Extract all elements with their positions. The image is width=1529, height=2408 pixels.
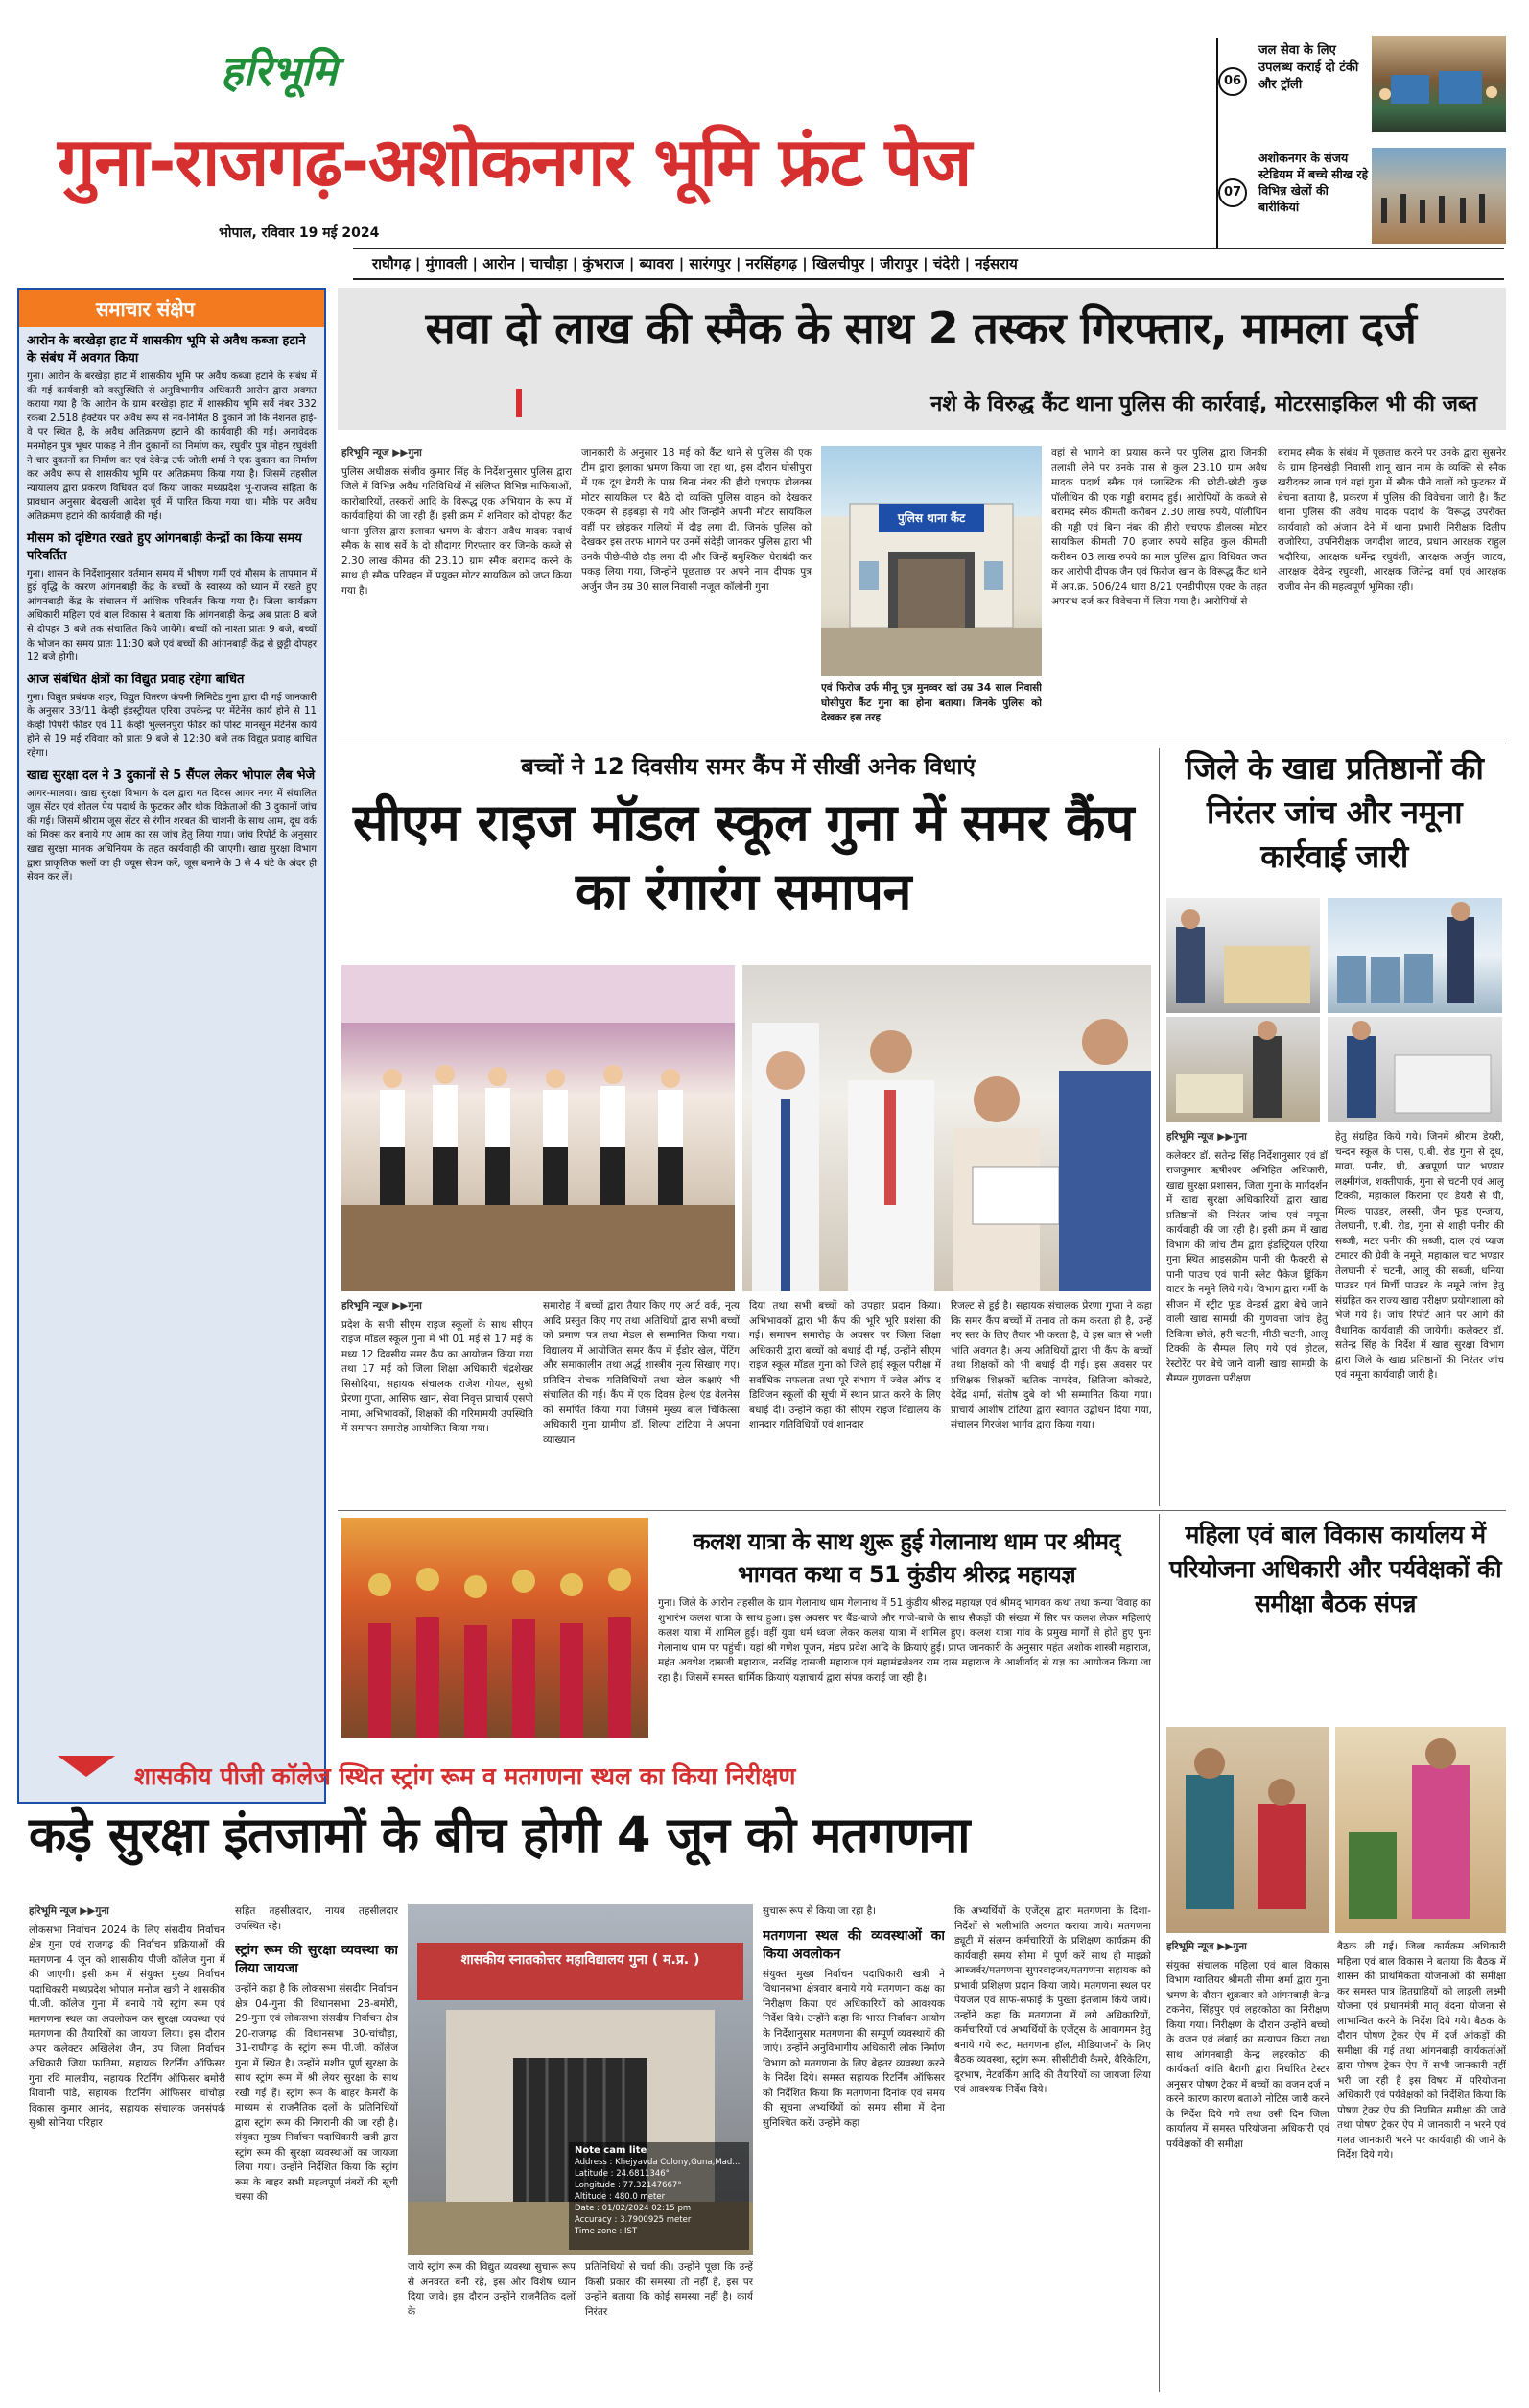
school-col-4 <box>951 1299 1152 1505</box>
teaser-photo <box>1372 148 1506 244</box>
school-stage-photo <box>341 965 735 1291</box>
strong-kicker-arrow <box>58 1756 115 1777</box>
school-col-3 <box>749 1299 941 1505</box>
subheading: स्ट्रांग रूम की सुरक्षा व्यवस्था का लिया जायजा <box>235 1943 398 1976</box>
police-sign: पुलिस थाना कैंट <box>897 511 966 525</box>
article-text: गुना। जिले के आरोन तहसील के ग्राम गेलानाथ धाम गेलानाथ में 51 कुंडीय श्रीरुद्र महायज्ञ एवं श्रीमद् भागवत कथा तथा कन्या विवाह का शुभारंभ कलश यात्रा के साथ हुआ। इस अवसर पर बैंड-बाजे और गाजे-बाजे के साथ सैकड़ों की संख्या में सिर पर कलश लेकर महिलाएं कलश यात्रा में शामिल हुई। वहीं युवा धर्म ध्वजा लेकर कलश यात्रा में शामिल हुए। कलश यात्रा गांव के प्रमुख मार्गों से होते हुए पुनः गेलानाथ धाम पर पहुंची। यहां श्री गणेश पूजन, मंडप प्रवेश आदि के क्रियाएं हुई। प्राप्त जानकारी के अनुसार महंत अशोक शास्त्री महाराज, महंत अवधेश दासजी महाराज, नरसिंह दासजी महाराज एवं महामंडलेश्वर राम दास महाराज के आशीर्वाद से यज्ञ का आयोजन किया जा रहा है। जिसमें समस्त धार्मिक क्रियाएं यज्ञाचार्य द्वारा संपन्न कराई जा रही है। <box>658 1597 1151 1684</box>
article-text: सहित तहसीलदार, नायब तहसीलदार उपस्थित रहे। <box>235 1905 398 1932</box>
school-kicker: बच्चों ने 12 दिवसीय समर कैंप में सीखीं अनेक विधाएं <box>521 753 976 780</box>
strong-col-3b <box>585 2260 753 2395</box>
kalash-body <box>658 1596 1151 1738</box>
gps-line: Address : Khejyavda Colony,Guna,Mad... <box>575 2158 741 2167</box>
strong-col-1 <box>29 1904 225 2394</box>
food-photo-1 <box>1166 898 1320 1013</box>
masthead <box>0 0 1529 249</box>
dateline: भोपाल, रविवार 19 मई 2024 <box>219 225 380 241</box>
article-text: पुलिस अधीक्षक संजीव कुमार सिंह के निर्देशानुसार पुलिस द्वारा जिले में विभिन्न अवैध गतिविधियों में संलिप्त विभिन्न माफियाओं, कारोबारियों, तस्करों आदि के विरूद्ध एक अभियान के रूप में कार्यवाहियां की जा रही हैं। इसी क्रम में शनिवार को दोपहर कैंट थाना पुलिस द्वारा इलाका भ्रमण के दौरान अवैध मादक पदार्थ स्मैक के साथ सर्वे के दो सौदागर गिरफ्तार कर जिनके कब्जे से 2.30 लाख कीमत की 23.10 ग्राम स्मैक बरामद करने के साथ ही स्मैक परिवहन में प्रयुक्त मोटर सायकिल को जप्त किया गया है। <box>341 465 572 597</box>
mahila-col-1 <box>1166 1940 1329 2391</box>
article-text: कि अभ्यर्थियों के एजेंट्स द्वारा मतगणना के दिशा-निर्देशों से भलीभांति अवगत कराया जाये। मतगणना ड्यूटी में संलग्न कर्मचारियों के प्रशिक्षण कार्यक्रम की कार्यवाही समय सीमा में पूर्ण करें साथ ही माइक्रो आब्जर्वर/मतगणना सुपरवाइजर/मतगणना सहायक को प्रभावी प्रशिक्षण प्रदान किया जाये। मतगणना स्थल पर पेयजल एवं साफ-सफाई के पुख्ता इंतजाम किये जायें। उन्होंने कहा कि मतगणना में लगे अधिकारियों, कर्मचारियों एवं अभ्यर्थियों के एजेंट्स के आवागमन हेतु बनाये गये रूट, मतगणना हॉल, मीडियाजनों के लिए बैठक व्यवस्था, स्ट्रांग रूम, सीसीटीवी कैमरे, बैरिकेटिंग, दूरभाष, नेटवर्किंग आदि की तैयारियों का जायजा लिया एवं आवश्यक निर्देश दिये। <box>954 1905 1151 2095</box>
teaser-photo <box>1372 36 1506 132</box>
teaser-number: 07 <box>1218 178 1247 207</box>
lead-headline: सवा दो लाख की स्मैक के साथ 2 तस्कर गिरफ्तार, मामला दर्ज <box>425 302 1417 354</box>
teaser-text: अशोकनगर के संजय स्टेडियम में बच्चे सीख रहे विभिन्न खेलों की बारीकियां <box>1258 151 1369 214</box>
mahila-photo-1 <box>1166 1727 1329 1933</box>
byline: हरिभूमि न्यूज ▶▶गुना <box>1166 1131 1247 1143</box>
college-photo <box>408 1904 753 2255</box>
page-title: गुना-राजगढ़-अशोकनगर भूमि फ्रंट पेज <box>58 123 972 201</box>
lead-deck: नशे के विरुद्ध कैंट थाना पुलिस की कार्रवाई, मोटरसाइकिल भी की जब्त <box>930 392 1477 416</box>
teaser-text: जल सेवा के लिए उपलब्ध कराई दो टंकी और ट्रॉली <box>1258 43 1359 92</box>
food-photo-2 <box>1328 898 1502 1013</box>
article-text: लोकसभा निर्वाचन 2024 के लिए संसदीय निर्वाचन क्षेत्र गुना एवं राजगढ़ की निर्वाचन प्रक्रियाओं की मतगणना 4 जून को शासकीय पीजी कॉलेज गुना में की जाएगी। इसी क्रम में संयुक्त मुख्य निर्वाचन पदाधिकारी मध्यप्रदेश भोपाल मनोज खत्री ने शासकीय पी.जी. कॉलेज गुना में बनाये गये स्ट्रांग रूम एवं मतगणना स्थल का अवलोकन कर सुरक्षा व्यवस्था एवं मतगणना की तैयारियों का जायजा लिया। इस दौरान अपर कलेक्टर अखिलेश जैन, उप जिला निर्वाचन अधिकारी जिया फातिमा, सहायक रिटर्निंग ऑफिसर गुना रवि मालवीय, सहायक रिटर्निंग ऑफिसर बमोरी शिवानी पांडे, सहायक रिटर्निंग ऑफिसर चांचौड़ा विकास कुमार आनंद, सहायक संचालक जनसंपर्क सुश्री सोनिया परिहार <box>29 1924 225 2129</box>
brief-title: खाद्य सुरक्षा दल ने 3 दुकानों से 5 सैंपल लेकर भोपाल लैब भेजे <box>27 767 316 783</box>
article-text: सुचारू रूप से किया जा रहा है। <box>763 1905 877 1917</box>
gps-line: Date : 01/02/2024 02:15 pm <box>575 2204 692 2213</box>
teaser-2[interactable] <box>1199 144 1506 249</box>
food-col-2 <box>1335 1130 1504 1504</box>
article-text: समारोह में बच्चों द्वारा तैयार किए गए आर्ट वर्क, नृत्य आदि प्रस्तुत किए गए तथा अतिथियों द्वारा सभी बच्चों को प्रमाण पत्र तथा मेडल से सम्मानित किया गया। विद्यालय में आयोजित समर कैंप में ईंडोर खेल, पेंटिंग और समाकालीन तथा अर्द्ध शास्त्रीय नृत्य सिखाए गए। प्रतिदिन रोचक गतिविधियों तथा खेल कक्षाएं भी संचालित की गई। कैंप में एक दिवस हेल्थ एंड वेलनेस को समर्पित किया गया जिसमें मुख्य बाल चिकित्सा अधिकारी गुना ग्रामीण डॉ. शिल्पा टांटिया ने अपना व्याख्यान <box>543 1300 740 1446</box>
article-text: वहां से भागने का प्रयास करने पर पुलिस द्वारा जिनकी तलाशी लेने पर उनके पास से कुल 23.10 ग्राम अवैध मादक पदार्थ स्मैक एवं प्लास्टिक की छोटी-छोटी कुछ पॉलीथिन की एक गड्डी बरामद हुई। आरोपियों के कब्जे से बरामद स्मैक कीमती करीबन 2.30 लाख रुपये, पॉलीथिन की गड्डी एवं बिना नंबर की हीरो एचएफ डीलक्स मोटर सायकिल कीमती 70 हजार रुपये सहित कुल कीमती करीबन 03 लाख रुपये का माल पुलिस द्वारा विधिवत जप्त कर आरोपी दीपक जैन एवं फिरोज खान के विरूद्ध कैंट थाने में अप.क्र. 506/24 धारा 8/21 एनडीपीएस एक्ट के तहत अपराध दर्ज कर विवेचना में लिया गया है। आरोपियों से <box>1051 447 1267 607</box>
brief-body: गुना। विद्युत प्रबंधक शहर, विद्युत वितरण कंपनी लिमिटेड गुना द्वारा दी गई जानकारी के अनुसार 33/11 केव्ही इंडस्ट्रीयल एरिया उपकेन्द्र पर मेंटेनेंस कार्य होने से 11 केव्ही पिपरी फीडर एवं 11 केव्ही भुल्लनपुरा फीडर को पोस्ट मानसून मेंटेनेंस कार्य होने से 19 मई रविवार को प्रातः 9 बजे से 12:30 बजे तक विद्युत प्रवाह बाधित रहेगा। <box>27 692 317 760</box>
gps-line: Longitude : 77.32147667° <box>575 2181 682 2190</box>
food-col-1 <box>1166 1130 1328 1504</box>
byline: हरिभूमि न्यूज ▶▶गुना <box>1166 1941 1247 1952</box>
divider <box>1159 1514 1160 2392</box>
sidebar-briefs <box>17 288 326 1804</box>
brief-body: आगर-मालवा। खाद्य सुरक्षा विभाग के दल द्वारा गत दिवस आगर नगर में संचालित जूस सेंटर एवं शीतल पेय पदार्थ के फुटकर और थोक विक्रेताओं की 3 दुकानों जांच की गई। जिसमें श्रीराम जूस सेंटर से रंगीन शरबत की चाशनी के साथ आम, दूध वर्क को मिक्स कर बनाये गए आम का रस जांच हेतु लिया गया। जांच रिपोर्ट के अनुसार खाद्य सुरक्षा मानक अधिनियम के तहत कार्यवाही की जाएगी। खाद्य सुरक्षा विभाग द्वारा प्राकृतिक फलों का ही ज्यूस सेवन करें, जूस बनाने के 3 से 4 घंटे के अंदर ही सेवन कर लें। <box>27 788 317 884</box>
mahila-headline: महिला एवं बाल विकास कार्यालय में परियोजना अधिकारी और पर्यवेक्षकों की समीक्षा बैठक संपन्न <box>1168 1521 1502 1617</box>
lead-col-4 <box>1278 446 1506 739</box>
article-text: दिया तथा सभी बच्चों को उपहार प्रदान किया। अभिभावकों द्वारा भी कैंप की भूरि भूरि प्रशंसा की गई। समापन समारोह के अवसर पर जिला शिक्षा अधिकारी द्वारा बच्चों को बधाई दी गई, उन्होंने सीएम राइज स्कूल मॉडल गुना को जिले हाई स्कूल परीक्षा में सर्वाधिक सफलता तथा पूरे संभाग में ज्वेल ऑफ द डिविजन स्कूलों की सूची में स्थान प्राप्त करने के लिए बधाई दी। उन्होंने कहा की सीएम राइज विद्यालय के शानदार गतिविधियों एवं शानदार <box>749 1300 941 1430</box>
article-text: हेतु संग्रहित किये गये। जिनमें श्रीराम डेयरी, चन्दन स्कूल के पास, ए.बी. रोड गुना से दूध, मावा, पनीर, घी, अन्नपूर्णा पाट भण्डार लक्ष्मीगंज, शक्तीपार्क, गुना से चटनी एवं आलू टिक्की, महाकाल किराना एवं डेयरी से घी, मिल्क पाउडर, लस्सी, जैन फूड एन्जाय, तेलघानी, ए.बी. रोड, गुना से शाही पनीर की सब्जी, मटर पनीर की सब्जी, दाल एवं प्याज टमाटर की ग्रेवी के नमूने, महाकाल चाट भण्डार तेलघानी से चटनी, आलू की सब्जी, धनिया पाउडर एवं मिर्ची पाउडर के नमूने जांच हेतु संग्रहित कर राज्य खाद्य परीक्षण प्रयोगशाला को भेजे गये हैं। जांच रिपोर्ट आने पर आगे की वैधानिक कार्यवाही की जायेगी। कलेक्टर डॉ. सतेन्द्र सिंह के निर्देश में खाद्य सुरक्षा विभाग द्वारा जिले के खाद्य प्रतिष्ठानों की निरंतर जांच एवं नमूना कार्यवाही जारी है। <box>1335 1131 1504 1381</box>
article-text: संयुक्त मुख्य निर्वाचन पदाधिकारी खत्री ने विधानसभा क्षेत्रवार बनाये गये मतगणना कक्ष का निरीक्षण किया एवं अधिकारियों को आवश्यक निर्देश दिये। उन्होंने कहा कि भारत निर्वाचन आयोग के निर्देशानुसार मतगणना की सम्पूर्ण व्यवस्थायें की जाएं। उन्होंने अनुविभागीय अधिकारी लोक निर्माण विभाग को मतगणना के लिए बेहतर व्यवस्था करने के निर्देश दिये। समस्त सहायक रिटर्निंग ऑफिसर को निर्देशित किया कि मतगणना दिनांक एवं समय की सूचना अभ्यर्थियों को समय सीमा में देना सुनिश्चित करें। उन्होंने कहा <box>763 1968 945 2129</box>
article-text: जानकारी के अनुसार 18 मई को कैंट थाने से पुलिस की एक टीम द्वारा इलाका भ्रमण किया जा रहा था, इस दौरान घोसीपुरा में एक दूध डेयरी के पास बिना नंबर की हीरो एचएफ डीलक्स मोटर सायकिल पर बैठे दो व्यक्ति पुलिस वाहन को देखकर एकदम से हड़बड़ा से गये और जिन्होंने अपनी मोटर सायकिल वहीं पर छोड़कर गलियों में दौड़ लगा दी, जिनके पुलिस को देखकर इस तरफ भागने पर उनमें संदेही जानकर पुलिस द्वारा भी उनके पीछे-पीछे दौड़ लगा दी और जिन्हें बमुश्किल घेराबंदी कर पकड़ लिया गया, जिन्होंने पूछताछ पर अपने नाम दीपक पुत्र अर्जुन जैन उम्र 30 साल निवासी नजूल कॉलोनी गुना <box>581 447 812 593</box>
lead-deck-bar <box>516 389 522 417</box>
town-list: राघौगढ़ | मुंगावली | आरोन | चाचौड़ा | कुंभराज | ब्यावरा | सारंगपुर | नरसिंहगढ़ | खिलचीपुर | जीरापुर | चंदेरी | नईसराय <box>372 255 1018 272</box>
brand-logo: हरिभूमि <box>221 47 338 96</box>
food-divider <box>1159 748 1160 1506</box>
lead-col-1 <box>341 446 572 739</box>
byline: हरिभूमि न्यूज ▶▶गुना <box>341 1300 422 1311</box>
food-headline: जिले के खाद्य प्रतिष्ठानों की निरंतर जांच और नमूना कार्रवाई जारी <box>1185 749 1484 875</box>
article-text: जाये स्ट्रांग रूम की विद्युत व्यवस्था सुचारू रूप से अनवरत बनी रहे, इस ओर विशेष ध्यान दिया जावे। इस दौरान उन्होंने राजनैतिक दलों के <box>408 2261 576 2318</box>
byline: हरिभूमि न्यूज ▶▶गुना <box>29 1905 109 1917</box>
lead-col-2 <box>581 446 812 739</box>
food-photo-3 <box>1166 1017 1320 1122</box>
article-text: बरामद स्मैक के संबंध में पूछताछ करने पर उनके द्वारा सुसनेर के ग्राम हिनखेड़ी निवासी शानू खान नाम के व्यक्ति से स्मैक खरीदकर लाना एवं यहां गुना में स्मैक पीने वालों को फुटकर में बेचना बताया है, प्रकरण में पुलिस की विवेचना जारी है। कैंट थाना पुलिस की अवैध मादक पदार्थ के विरूद्ध उपरोक्त कार्यवाही को अंजाम देने में थाना प्रभारी निरीक्षक दिलीप राजोरिया, उपनिरीक्षक जगदीश जाटव, प्रधान आरक्षक राहुल भदौरिया, आरक्षक धर्मेन्द्र रघुवंशी, आरक्षक अर्जुन जाटव, आरक्षक देवेन्द्र रघुवंशी, आरक्षक जितेन्द्र वर्मा एवं आरक्षक राजीव सेन की महत्वपूर्ण भूमिका रही। <box>1278 447 1506 593</box>
teaser-number: 06 <box>1218 67 1247 96</box>
byline: हरिभूमि न्यूज ▶▶गुना <box>341 447 422 459</box>
gps-title: Note cam lite <box>575 2145 647 2156</box>
teaser-1[interactable] <box>1199 36 1506 142</box>
caption-text: एवं फिरोज उर्फ मीनू पुत्र मुनव्वर खां उम्र 34 साल निवासी घोसीपुरा कैंट गुना का होना बताया। जिनके पुलिस को देखकर इस तरह <box>821 682 1042 723</box>
lead-col-3 <box>1051 446 1267 739</box>
article-text: बैठक ली गई। जिला कार्यक्रम अधिकारी महिला एवं बाल विकास ने बताया कि बैठक में शासन की प्राथमिकता योजनाओं की समीक्षा कर समस्त पात्र हितग्राहियों को लाड़ली लक्ष्मी योजना एवं प्रधानमंत्री मातृ वंदना योजना से लाभान्वित करने के निर्देश दिये गये। बैठक के दौरान पोषण ट्रेकर ऐप में दर्ज आंकड़ों की समीक्षा की गई तथा आंगनबाड़ी कार्यकर्ताओं द्वारा पोषण ट्रेकर ऐप में सभी जानकारी नहीं भरी जा रही है इस विषय में परियोजना अधिकारी एवं पर्यवेक्षकों को निर्देशित किया कि पोषण ट्रेकर ऐप की नियमित समीक्षा की जावे तथा पोषण ट्रेकर ऐप में जानकारी न भरने एवं गलत जानकारी भरने पर कार्यवाही की जाने के निर्देश दिये गये। <box>1337 1941 1506 2160</box>
brief-body: गुना। आरोन के बरखेड़ा हाट में शासकीय भूमि पर अवैध कब्जा हटाने के संबंध में की गई कार्यवाही को वस्तुस्थिति से अनुविभागीय अधिकारी आरोन द्वारा अवगत कराया गया है कि आरोन के ग्राम बरखेड़ा हाट में शासकीय भूमि सर्वे नंबर 332 रकबा 2.518 हेक्टेयर पर अवैध रूप से नव-निर्मित 8 दुकानें जो कि नेशनल हाई-वे पर स्थित है, के अवैध अतिक्रमण हटाने की कार्यवाही की गई। अनावेदक मनमोहन पुत्र भूधर पाकड़ ने तीन दुकानों का निर्माण कर, रघुवीर पुत्र मोहन रघुवंशी ने चार दुकानों का निर्माण कर एवं देवेन्द्र उर्फ जोली शर्मा ने एक दुकान का निर्माण कर अवैध रूप से शासकीय भूमि पर अतिक्रमण किया गया है। जिसमें तहसील न्यायालय द्वारा प्रकरण विधिवत दर्ज किया जाकर मध्यप्रदेश भू-राजस्व संहिता के प्रावधान अनुसार बेदखली आदेश पूर्व में पारित किया गया था। मौके पर अवैध अतिक्रमण हटाने की कार्यवाही की गई। <box>27 371 317 522</box>
strong-col-4 <box>763 1904 945 2394</box>
brief-body: गुना। शासन के निर्देशानुसार वर्तमान समय में भीषण गर्मी एवं मौसम के तापमान में हुई वृद्धि के कारण आंगनबाड़ी केंद्र के बच्चों के स्वास्थ्य को ध्यान में रखते हुए आंगनबाड़ी केंद्र के संचालन में आंशिक परिवर्तन किया गया है। जिला कार्यक्रम अधिकारी महिला एवं बाल विकास ने बताया कि आंगनबाड़ी केन्द्र अब प्रातः 8 बजे से दोपहर 3 बजे तक संचालित किये जायेंगे। बच्चों को नाश्ता प्रातः 9 बजे, बच्चों के भोजन का समय प्रातः 11:30 बजे एवं बच्चों की आंगनबाड़ी केंद्र से छुट्टी दोपहर 12 बजे होगी। <box>27 568 317 664</box>
gps-line: Altitude : 480.0 meter <box>575 2192 666 2202</box>
brief-title: मौसम को दृष्टिगत रखते हुए आंगनबाड़ी केन्द्रों का किया समय परिवर्तित <box>27 531 302 563</box>
police-station-photo <box>821 446 1042 676</box>
kalash-photo <box>341 1518 648 1738</box>
article-text: प्रतिनिधियों से चर्चा की। उन्होंने पूछा कि उन्हें किसी प्रकार की समस्या तो नहीं है, इस पर उन्होंने बताया कि कोई समस्या नहीं है। कार्य निरंतर <box>585 2261 753 2318</box>
college-sign: शासकीय स्नातकोत्तर महाविद्यालय गुना ( म.प्र. ) <box>460 1952 700 1968</box>
strong-headline: कड़े सुरक्षा इंतजामों के बीच होगी 4 जून को मतगणना <box>29 1807 971 1864</box>
strong-col-5 <box>954 1904 1151 2394</box>
food-photo-4 <box>1328 1017 1502 1122</box>
gps-stamp <box>569 2142 749 2250</box>
lead-photo-caption <box>821 681 1042 739</box>
article-text: संयुक्त संचालक महिला एवं बाल विकास विभाग ग्वालियर श्रीमती सीमा शर्मा द्वारा गुना भ्रमण के दौरान शुक्रवार को आंगनबाड़ी केन्द्र टकनेरा, सिंहपुर एवं लहरकोठा का निरीक्षण किया गया। निरीक्षण के दौरान उन्होंने बच्चों के वजन एवं लंबाई का सत्यापन किया तथा साथ आंगनबाड़ी केन्द्र लहरकोठा की कार्यकर्ता कांति बैरागी द्वारा निर्धारित टेस्टर अनुसार पोषण ट्रेकर में बच्चों का वजन दर्ज न करने कारण कारण बताओ नोटिस जारी करने के निर्देश दिये गये तथा उसी दिन जिला कार्यालय में समस्त परियोजना अधिकारी एवं पर्यवेक्षकों की समीक्षा <box>1166 1959 1329 2150</box>
strong-kicker: शासकीय पीजी कॉलेज स्थित स्ट्रांग रूम व मतगणना स्थल का किया निरीक्षण <box>134 1762 796 1790</box>
article-text: प्रदेश के सभी सीएम राइज स्कूलों के साथ सीएम राइज मॉडल स्कूल गुना में भी 01 मई से 17 मई के मध्य 12 दिवसीय समर कैंप का आयोजन किया गया तथा 17 मई को जिला शिक्षा अधिकारी चंद्रशेखर सिसोदिया, सहायक संचालक राजेश गोयल, सुश्री प्रेरणा गुप्ता, आसिफ खान, सेवा निवृत्त प्राचार्य एसपी नामा, अभिभावकों, शिक्षकों की गरिमामयी उपस्थिति में समापन समारोह आयोजित किया गया। <box>341 1318 533 1434</box>
brief-title: आरोन के बरखेड़ा हाट में शासकीय भूमि से अवैध कब्जा हटाने के संबंध में अवगत किया <box>27 334 306 366</box>
sidebar-label: समाचार संक्षेप <box>19 290 324 327</box>
school-headline: सीएम राइज मॉडल स्कूल गुना में समर कैंप का रंगारंग समापन <box>353 792 1134 922</box>
town-strip <box>353 248 1504 280</box>
article-text: रिजल्ट से हुई है। सहायक संचालक प्रेरणा गुप्ता ने कहा कि समर कैंप बच्चों में तनाव तो कम करता ही है, उन्हें नए स्तर के लिए तैयार भी करता है, वे इस बात से भली भांति अवगत है। अन्य अतिथियों द्वारा भी कैंप के बच्चों तथा शिक्षकों को भी बधाई दी गई। इस अवसर पर प्रशिक्षक शिक्षकों ऋतिक नामदेव, क्षितिजा कोकाटे, देवेंद्र शर्मा, संतोष दुबे को भी सम्मानित किया गया। प्राचार्य आशीष टांटिया द्वारा स्वागत उद्बोधन दिया गया, संचालन गिरजेश भार्गव द्वारा किया गया। <box>951 1300 1152 1430</box>
school-col-2 <box>543 1299 740 1505</box>
subheading: मतगणना स्थल की व्यवस्थाओं का किया अवलोकन <box>763 1927 945 1962</box>
strong-col-2 <box>235 1904 398 2394</box>
school-col-1 <box>341 1299 533 1505</box>
mahila-photo-2 <box>1335 1727 1506 1933</box>
strong-col-3a <box>408 2260 576 2395</box>
gps-line: Latitude : 24.6811346° <box>575 2169 670 2179</box>
gps-line: Time zone : IST <box>575 2227 638 2236</box>
school-award-photo <box>742 965 1151 1291</box>
gps-line: Accuracy : 3.7900925 meter <box>575 2215 692 2225</box>
divider <box>338 1510 1506 1511</box>
kalash-headline: कलश यात्रा के साथ शुरू हुई गेलानाथ धाम पर श्रीमद् भागवत कथा व 51 कुंडीय श्रीरुद्र महायज्ञ <box>693 1528 1120 1588</box>
article-text: कलेक्टर डॉ. सतेन्द्र सिंह निर्देशानुसार एवं डॉ राजकुमार ऋषीश्वर अभिहित अधिकारी, खाद्य सुरक्षा प्रशासन, जिला गुना के मार्गदर्शन में खाद्य सुरक्षा अधिकारियों द्वारा खाद्य प्रतिष्ठानों की निरंतर जांच एवं नमूना कार्यवाही की जा रही है। इसी क्रम में खाद्य विभाग की जांच टीम द्वारा इंडस्ट्रियल एरिया गुना स्थित आइसक्रीम पानी की फैक्टरी से पानी पाउच एवं पानी स्लेट पैकेज ड्रिंकिंग वाटर के नमूने लिये गये। विभाग द्वारा गर्मी के सीजन में स्ट्रीट फूड वेन्डर्स द्वारा बेचे जाने वाली खाद्य सामग्री की गुणवत्ता जांच हेतु टिकिया छोले, हरी चटनी, मीठी चटनी, आलू टिक्की के सैम्पल लिए गये एवं होटल, रेस्टोरेंट पर बेचे जाने वाली खाद्य सामग्री के सैम्पल गुणवत्ता परीक्षण <box>1166 1149 1328 1384</box>
mahila-col-2 <box>1337 1940 1506 2391</box>
teaser-divider <box>1216 38 1218 249</box>
brief-title: आज संबंधित क्षेत्रों का विद्युत प्रवाह रहेगा बाधित <box>27 672 245 687</box>
article-text: उन्होंने कहा है कि लोकसभा संसदीय निर्वाचन क्षेत्र 04-गुना की विधानसभा 28-बमोरी, 29-गुना एवं लोकसभा संसदीय निर्वाचन क्षेत्र 20-राजगढ़ की विधानसभा 30-चांचौड़ा, 31-राघौगढ़ के स्ट्रांग रूम पी.जी. कॉलेज गुना में स्थित है। उन्होंने मशीन पूर्ण सुरक्षा के साथ स्ट्रांग रूम में श्री लेयर सुरक्षा के साथ रखी गई हैं। स्ट्रांग रूम के बाहर कैमरों के माध्यम से राजनैतिक दलों के प्रतिनिधियों द्वारा स्ट्रांग रूम की निगरानी की जा रही है। संयुक्त मुख्य निर्वाचन पदाधिकारी खत्री द्वारा स्ट्रांग रूम की सुरक्षा व्यवस्थाओं का जायजा लिया गया। उन्होंने निर्देशित किया कि स्ट्रांग रूम के बाहर सभी महत्वपूर्ण नंबरों की सूची चस्पा की <box>235 1983 398 2203</box>
